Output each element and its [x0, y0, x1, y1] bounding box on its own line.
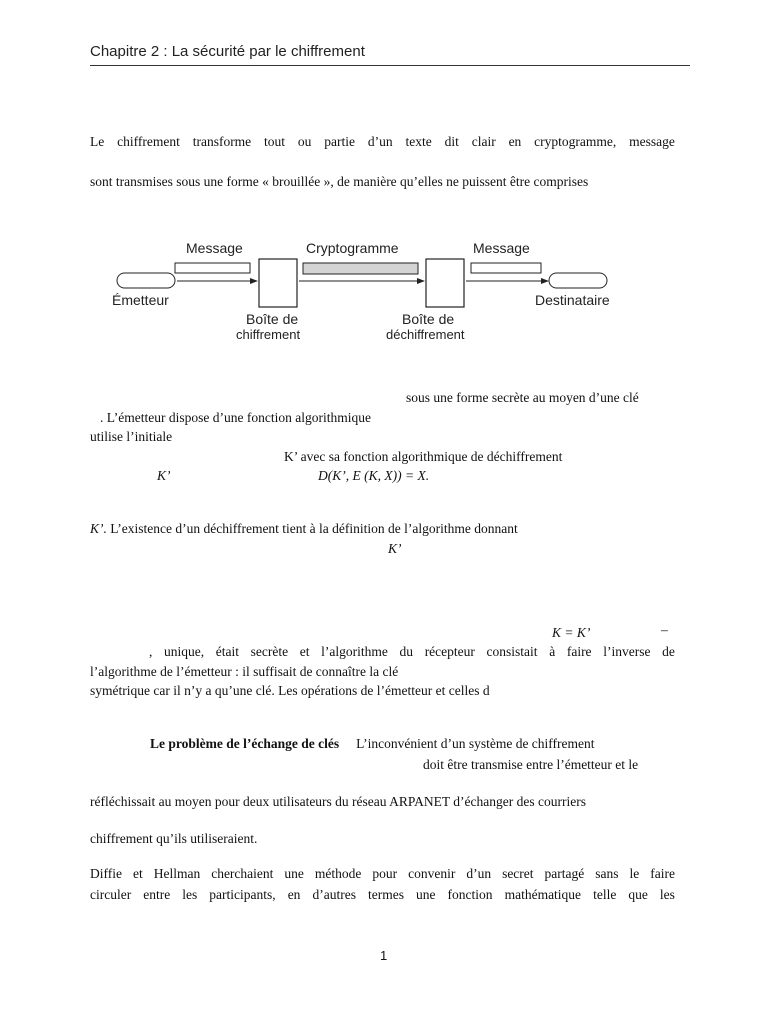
word: que	[628, 887, 648, 902]
word: et	[299, 644, 310, 659]
word: une	[284, 866, 304, 881]
destinataire-node	[549, 273, 607, 288]
encryption-diagram	[100, 232, 640, 352]
word: mathématique	[504, 887, 582, 902]
decryption-formula: D(K’, E (K, X)) = X.	[318, 468, 430, 483]
word: partie	[324, 134, 356, 149]
word: transforme	[192, 134, 252, 149]
paragraph-line	[90, 887, 675, 903]
cryptogramme-box	[303, 263, 418, 274]
word: d’un	[466, 866, 492, 881]
header-divider	[90, 65, 690, 66]
word: en	[508, 134, 522, 149]
paragraph-line: symétrique car il n’y a qu’une clé. Les opérations de l’émetteur et celles d	[90, 683, 490, 698]
paragraph-line: l’algorithme de l’émetteur : il suffisait de connaître la clé	[90, 664, 399, 679]
word: Hellman	[153, 866, 201, 881]
word: partagé	[544, 866, 585, 881]
paragraph-line: sous une forme secrète au moyen d’une clé	[406, 390, 639, 405]
word: du	[399, 644, 414, 659]
symmetric-key-formula: K = K’	[552, 625, 591, 640]
arrow-head	[541, 278, 549, 284]
paragraph-line: . L’émetteur dispose d’une fonction algorithmique	[100, 410, 371, 425]
key-symbol: K’	[157, 468, 171, 483]
word: Le	[90, 134, 105, 149]
word: termes	[367, 887, 404, 902]
paragraph-line: chiffrement qu’ils utiliseraient.	[90, 831, 258, 846]
page-number: 1	[380, 948, 388, 963]
word: en	[287, 887, 301, 902]
word: Diffie	[90, 866, 122, 881]
word: une	[416, 887, 436, 902]
paragraph-line	[90, 134, 675, 150]
word: texte	[405, 134, 432, 149]
word: chiffrement	[117, 134, 180, 149]
word: entre	[143, 887, 171, 902]
paragraph-line: réfléchissait au moyen pour deux utilisateurs du réseau ARPANET d’échanger des courriers	[90, 794, 586, 809]
paragraph-line	[90, 521, 518, 537]
message-box-left	[175, 263, 250, 273]
paragraph-line: sont transmises sous une forme « brouillée », de manière qu’elles ne puissent être comprises	[90, 174, 589, 189]
word: secret	[502, 866, 534, 881]
label-boite-dechiffrement-1: Boîte de	[402, 311, 455, 327]
label-cryptogramme: Cryptogramme	[306, 240, 399, 256]
paragraph-text: L’inconvénient d’un système de chiffrement	[356, 736, 595, 751]
word: le	[629, 866, 640, 881]
arrow-head	[417, 278, 425, 284]
word: clair	[471, 134, 496, 149]
word: d’un	[367, 134, 393, 149]
paragraph-line: doit être transmise entre l’émetteur et le	[423, 757, 639, 772]
label-boite-dechiffrement-2: déchiffrement	[386, 327, 465, 342]
word: convenir	[408, 866, 456, 881]
paragraph-line	[149, 644, 675, 660]
word: pour	[372, 866, 398, 881]
key-symbol: K’.	[90, 521, 107, 536]
word: l’inverse	[603, 644, 651, 659]
word: sans	[595, 866, 619, 881]
word: l’algorithme	[321, 644, 388, 659]
label-emetteur: Émetteur	[112, 292, 169, 308]
section-title: Le problème de l’échange de clés	[150, 736, 340, 751]
word: message	[629, 134, 675, 149]
message-box-right	[471, 263, 541, 273]
arrow-head	[250, 278, 258, 284]
word: les	[182, 887, 198, 902]
label-message-right: Message	[473, 240, 530, 256]
word: cryptogramme,	[534, 134, 617, 149]
label-boite-chiffrement-2: chiffrement	[236, 327, 301, 342]
word: circuler	[90, 887, 132, 902]
word: récepteur	[424, 644, 475, 659]
word: ,	[149, 644, 153, 659]
label-message-left: Message	[186, 240, 243, 256]
word: de	[662, 644, 675, 659]
word: faire	[650, 866, 675, 881]
emetteur-node	[117, 273, 175, 288]
boite-dechiffrement	[426, 259, 464, 307]
word: était	[215, 644, 240, 659]
word: d’autres	[312, 887, 356, 902]
label-boite-chiffrement-1: Boîte de	[246, 311, 299, 327]
word: dit	[444, 134, 459, 149]
paragraph-line: K’ avec sa fonction algorithmique de déchiffrement	[284, 449, 563, 464]
boite-chiffrement	[259, 259, 297, 307]
word: fonction	[447, 887, 493, 902]
paragraph-text: L’existence d’un déchiffrement tient à la définition de l’algorithme donnant	[106, 521, 518, 536]
page-header-title: Chapitre 2 : La sécurité par le chiffrement	[90, 43, 365, 60]
word: telle	[593, 887, 617, 902]
label-destinataire: Destinataire	[535, 292, 610, 308]
word: et	[132, 866, 143, 881]
word: méthode	[314, 866, 362, 881]
word: secrète	[250, 644, 289, 659]
word: unique,	[164, 644, 205, 659]
word: cherchaient	[211, 866, 274, 881]
paragraph-line	[90, 866, 675, 882]
word: les	[659, 887, 675, 902]
word: participants,	[209, 887, 276, 902]
paragraph-line: utilise l’initiale	[90, 429, 173, 444]
word: tout	[264, 134, 286, 149]
word: faire	[566, 644, 592, 659]
word: consistait	[486, 644, 538, 659]
word: ou	[297, 134, 312, 149]
dash-mark: –	[661, 622, 668, 637]
key-symbol: K’	[388, 541, 402, 556]
paragraph-line	[150, 736, 595, 752]
word: à	[549, 644, 556, 659]
